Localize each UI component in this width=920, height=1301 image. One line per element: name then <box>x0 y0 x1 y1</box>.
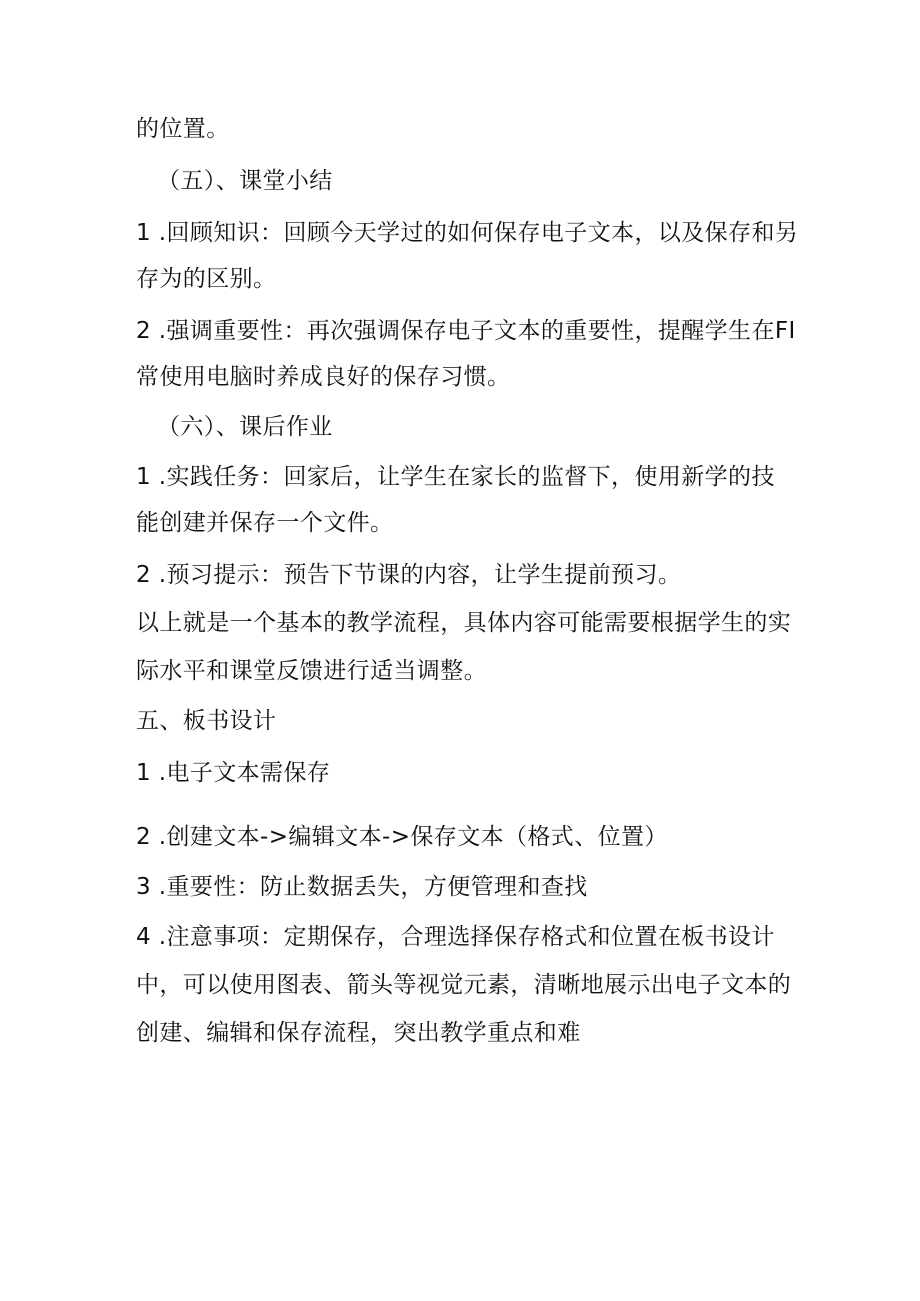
paragraph-conclusion: 以上就是一个基本的教学流程，具体内容可能需要根据学生的实 <box>136 610 792 636</box>
list-item-practice-cont: 能创建并保存一个文件。 <box>136 510 394 536</box>
paragraph-conclusion-cont: 际水平和课堂反馈进行适当调整。 <box>136 658 487 684</box>
list-item-board-4: 4 .注意事项：定期保存，合理选择保存格式和位置在板书设计 <box>136 924 775 950</box>
list-item-board-3: 3 .重要性：防止数据丢失，方便管理和查找 <box>136 874 588 900</box>
list-item-preview: 2 .预习提示：预告下节课的内容，让学生提前预习。 <box>136 562 682 588</box>
list-item-board-4-cont: 中，可以使用图表、箭头等视觉元素，清晰地展示出电子文本的 <box>136 972 792 998</box>
list-item-board-1: 1 .电子文本需保存 <box>136 760 331 786</box>
section-heading-summary: （五）、课堂小结 <box>157 168 333 194</box>
text-line-continuation: 的位置。 <box>136 116 230 142</box>
list-item-importance: 2 .强调重要性：再次强调保存电子文本的重要性，提醒学生在FI <box>136 318 796 344</box>
list-item-board-4-cont2: 创建、编辑和保存流程，突出教学重点和难 <box>136 1020 581 1046</box>
list-item-board-2: 2 .创建文本->编辑文本->保存文本（格式、位置） <box>136 824 668 850</box>
list-item-practice: 1 .实践任务：回家后，让学生在家长的监督下，使用新学的技 <box>136 464 775 490</box>
list-item-importance-cont: 常使用电脑时养成良好的保存习惯。 <box>136 364 511 390</box>
section-heading-homework: （六）、课后作业 <box>157 414 333 440</box>
section-heading-board-design: 五、板书设计 <box>136 708 277 734</box>
list-item-review: 1 .回顾知识：回顾今天学过的如何保存电子文本，以及保存和另 <box>136 220 799 246</box>
list-item-review-cont: 存为的区别。 <box>136 266 277 292</box>
